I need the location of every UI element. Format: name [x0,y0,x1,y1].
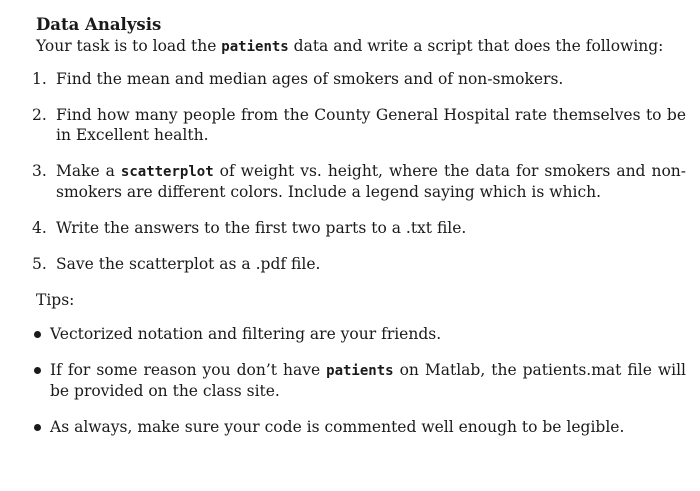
task-list [32,69,687,274]
tip-text: As always, make sure your code is commented well enough to be legible. [50,418,625,436]
task-text: Find how many people from the County General Hospital rate themselves to be in Excellent health. [56,106,686,144]
tip-code-patients: patients [326,363,394,379]
assignment-document [32,14,687,453]
tip-item-3 [36,417,686,437]
task-number: 2. [32,106,47,124]
tip-text: Vectorized notation and filtering are your friends. [50,325,442,343]
task-number: 4. [32,219,47,237]
tip-item-2 [36,360,686,401]
task-number: 1. [32,70,47,88]
tip-text-after: on Matlab, the patients.mat file will be provided on the class site. [50,361,686,400]
task-text: Write the answers to the first two parts to a .txt file. [56,219,467,237]
task-item-2 [32,105,686,145]
bullet-icon [34,367,41,374]
tips-heading: Tips: [36,291,75,309]
document-title: Data Analysis [36,15,162,34]
bullet-icon [34,331,41,338]
bullet-icon [34,424,41,431]
tips-list [36,324,686,437]
intro-text-after: data and write a script that does the following: [288,37,664,55]
intro-code-patients: patients [221,39,289,55]
tip-item-1 [36,324,686,344]
task-item-3 [32,161,687,202]
task-item-4 [32,218,686,238]
intro-paragraph [36,36,686,58]
task-code-scatterplot: scatterplot [120,164,214,180]
task-item-5 [32,254,686,274]
task-number: 3. [32,162,47,180]
task-number: 5. [32,255,47,273]
task-text: Find the mean and median ages of smokers and of non-smokers. [56,70,564,88]
task-text: Save the scatterplot as a .pdf file. [56,255,321,273]
task-text-before: Make a [56,162,121,180]
task-item-1 [32,69,686,89]
task-text-after: of weight vs. height, where the data for smokers and non-smokers are different colors. Include a legend saying which is which. [56,162,687,201]
intro-text-before: Your task is to load the [36,37,222,55]
tip-text-before: If for some reason you don’t have [50,361,327,379]
